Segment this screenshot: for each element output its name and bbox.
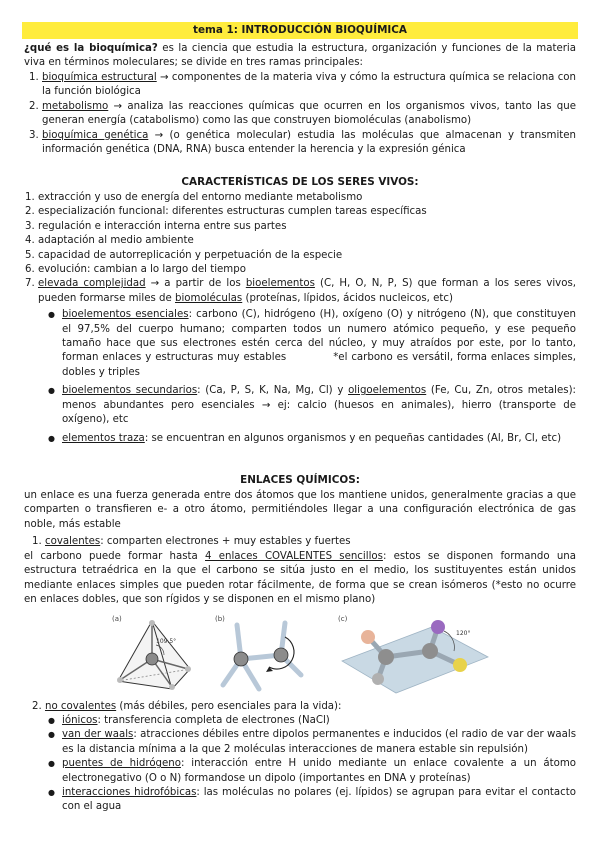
intro-text: es la ciencia que estudia la estructura, organización y funciones de la materia viva en términos moleculares; se divide en tres ramas principales:	[24, 43, 576, 69]
bonds-header-text: ENLACES QUÍMICOS	[240, 474, 356, 486]
covalent-num: 1.	[32, 536, 42, 547]
list-item: 5. capacidad de autorreplicación y perpetuación de la especie	[38, 249, 576, 263]
bio-term: oligoelementos	[348, 385, 427, 397]
angle-label: 109.5°	[156, 638, 177, 645]
char7-text: (proteínas, lípidos, ácidos nucleicos, etc)	[242, 292, 453, 304]
branch-desc: → analiza las reacciones químicas que ocurren en los organismos vivos, tanto las que generan energía (catabolismo) como las que construyen biomoléculas (anabolismo)	[42, 100, 576, 127]
bio-term: elementos traza	[62, 432, 145, 444]
branch-term: bioquímica estructural	[42, 72, 157, 83]
bonds-header: ENLACES QUÍMICOS:	[240, 474, 360, 486]
angle2-label: 120°	[456, 630, 471, 637]
double-bond-figure	[338, 615, 490, 695]
bio-term: bioelementos secundarios	[62, 385, 198, 397]
characteristics-header: CARACTERÍSTICAS DE LOS SERES VIVOS:	[181, 176, 419, 188]
covalent-term: covalentes	[44, 536, 101, 547]
branch-desc: → componentes de la materia viva y cómo la estructura química se relaciona con la función biológica	[42, 72, 576, 98]
list-item: 6. evolución: cambian a lo largo del tiempo	[38, 263, 576, 277]
tetrahedron-drawing	[112, 615, 198, 695]
list-item	[62, 308, 576, 380]
rotation-figure	[215, 615, 307, 695]
noncovalent-item	[32, 700, 584, 714]
bio-term: bioelementos esenciales	[62, 309, 189, 321]
char7-text: (C, H, O, N, P, S) que forman a los seres vivos, pueden formarse miles de	[38, 278, 576, 304]
noncov-desc: : atracciones débiles entre dipolos permanentes e inducidos (el radio de var der waals es la distancia mínima a la que 2 moléculas interacciones de manera estable sin repulsión)	[62, 729, 577, 755]
branch-desc: → (o genética molecular) estudia las moléculas que almacenan y transmiten información genética (DNA, RNA) busca entender la herencia y la expresión génica	[42, 129, 576, 156]
list-item	[42, 100, 576, 129]
branches-list	[24, 71, 576, 157]
figure-label-a: (a)	[112, 615, 122, 623]
list-item: 3. regulación e interacción interna entre sus partes	[38, 220, 576, 234]
biomoleculas-term: biomoléculas	[175, 292, 243, 304]
covalent-item	[32, 535, 584, 549]
bioelementos-term: bioelementos	[245, 278, 315, 290]
list-item: 4. adaptación al medio ambiente	[38, 234, 576, 248]
noncov-desc: : transferencia completa de electrones (NaCl)	[97, 715, 330, 726]
carbon-note: *el carbono es versátil, forma enlaces simples, dobles y triples	[62, 352, 576, 378]
branch-term: metabolismo	[42, 100, 109, 112]
noncov-term: van der waals	[62, 729, 134, 741]
characteristics-list	[24, 191, 576, 446]
noncovalent-num: 2.	[32, 701, 42, 712]
noncovalent-list	[38, 714, 576, 815]
list-item: 1. extracción y uso de energía del entorno mediante metabolismo	[38, 191, 576, 205]
carbon-text: el carbono puede formar hasta	[24, 551, 206, 562]
intro-paragraph	[24, 42, 576, 71]
noncov-term: iónicos	[62, 715, 98, 726]
char7-term: elevada complejidad	[38, 278, 146, 290]
noncov-term: interacciones hidrofóbicas	[62, 787, 197, 799]
rotation-drawing	[215, 615, 307, 695]
carbon-paragraph	[24, 550, 576, 608]
list-item	[42, 129, 576, 158]
bioelements-list	[38, 308, 576, 446]
covalent-desc: : comparten electrones + muy estables y fuertes	[100, 536, 351, 547]
double-bond-drawing	[338, 615, 490, 695]
char7-text: → a partir de los	[145, 278, 246, 290]
list-item: 2. especialización funcional: diferentes estructuras cumplen tareas específicas	[38, 205, 576, 219]
list-item	[62, 714, 576, 728]
bio-desc: : (Ca, P, S, K, Na, Mg, Cl) y	[197, 385, 349, 397]
list-item	[62, 432, 576, 446]
noncov-desc: : interacción entre H unido mediante un enlace covalente a un átomo electronegativo (O o N) formandose un dipolo (importantes en DNA y proteínas)	[62, 758, 576, 784]
noncovalent-term: no covalentes	[44, 701, 117, 712]
page-title: tema 1: INTRODUCCIÓN BIOQUÍMICA	[22, 22, 578, 39]
list-item	[42, 71, 576, 100]
carbon-bonds-term: 4 enlaces COVALENTES sencillos	[205, 551, 383, 562]
list-item	[62, 786, 576, 815]
tetrahedron-figure	[112, 615, 198, 695]
list-item	[62, 757, 576, 786]
intro-question: ¿qué es la bioquímica?	[24, 43, 158, 54]
list-item	[38, 277, 576, 445]
characteristics-header-text: CARACTERÍSTICAS DE LOS SERES VIVOS	[181, 176, 415, 188]
noncovalent-desc: (más débiles, pero esenciales para la vida):	[116, 701, 342, 712]
noncov-term: puentes de hidrógeno	[62, 758, 181, 770]
list-item	[62, 728, 576, 757]
list-item	[62, 384, 576, 427]
bio-desc: : se encuentran en algunos organismos y en pequeñas cantidades (Al, Br, Cl, etc)	[144, 432, 562, 444]
noncov-desc: : las moléculas no polares (ej. lípidos) se agrupan para evitar el contacto con el agua	[62, 787, 576, 813]
branch-term: bioquímica genética	[42, 129, 149, 141]
bio-desc: (Fe, Cu, Zn, otros metales): menos abundantes pero esenciales → ej: calcio (huesos en animales), hierro (transporte de oxígeno), etc	[62, 385, 576, 426]
figure-label-c: (c)	[338, 615, 348, 623]
bonds-intro: un enlace es una fuerza generada entre dos átomos que los mantiene unidos, generalmente gracias a que comparten o transfieren e- a otro átomo, permitiéndoles llegar a una configuración electrónica de gas noble, más estable	[24, 490, 576, 530]
figure-label-b: (b)	[215, 615, 225, 623]
bio-desc: : carbono (C), hidrógeno (H), oxígeno (O) y nitrógeno (N), que constituyen el 97,5% del cuerpo humano; comparten todos un numero atómico pequeño, y ese pequeño tamaño hace que sus electrones estén cerca del núcleo, y muy atraídos por este, por lo tanto, forman enlaces y estructuras muy estables	[62, 309, 576, 364]
carbon-text: : estos se disponen formando una estructura tetraédrica en la que el carbono se sitúa justo en el medio, los sustituyentes están unidos mediante enlaces simples que pueden rotar fácilmente, de forma que se crean isómeros (*esto no ocurre en enlaces dobles, que son rígidos y se disponen en el mismo plano)	[24, 551, 576, 606]
